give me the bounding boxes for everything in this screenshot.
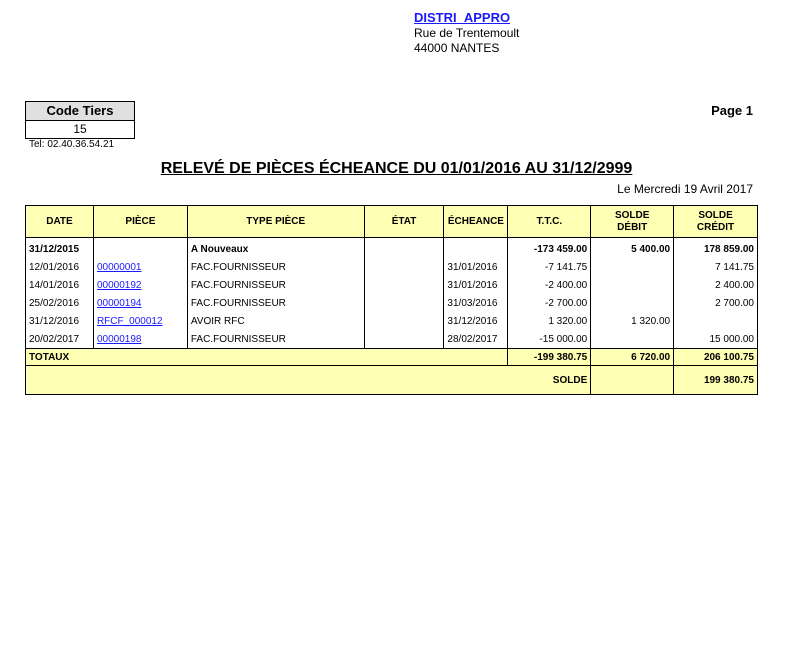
column-header-type-piece: TYPE PIÈCE xyxy=(187,206,364,238)
cell-type-piece: FAC.FOURNISSEUR xyxy=(187,276,364,294)
solde-label: SOLDE xyxy=(26,366,591,395)
solde-value: 199 380.75 xyxy=(674,366,758,395)
page-number: Page 1 xyxy=(711,103,753,118)
cell-date: 14/01/2016 xyxy=(26,276,94,294)
cell-solde-credit xyxy=(674,312,758,330)
statement-table xyxy=(25,205,758,395)
cell-date: 31/12/2016 xyxy=(26,312,94,330)
piece-link[interactable]: 00000198 xyxy=(96,333,142,345)
cell-piece xyxy=(93,238,187,259)
totals-credit: 206 100.75 xyxy=(674,349,758,366)
cell-piece[interactable] xyxy=(93,312,187,330)
cell-solde-credit: 2 400.00 xyxy=(674,276,758,294)
cell-etat xyxy=(364,276,444,294)
cell-type-piece: AVOIR RFC xyxy=(187,312,364,330)
solde-row xyxy=(26,366,758,395)
cell-echeance: 28/02/2017 xyxy=(444,330,508,349)
cell-etat xyxy=(364,238,444,259)
cell-piece[interactable] xyxy=(93,258,187,276)
cell-piece[interactable] xyxy=(93,330,187,349)
code-tiers-box xyxy=(25,101,135,139)
table-header-row xyxy=(26,206,758,238)
cell-solde-credit: 15 000.00 xyxy=(674,330,758,349)
cell-type-piece: FAC.FOURNISSEUR xyxy=(187,258,364,276)
cell-echeance: 31/03/2016 xyxy=(444,294,508,312)
solde-empty xyxy=(591,366,674,395)
cell-type-piece: FAC.FOURNISSEUR xyxy=(187,294,364,312)
totals-ttc: -199 380.75 xyxy=(508,349,591,366)
table-row xyxy=(26,294,758,312)
cell-date: 31/12/2015 xyxy=(26,238,94,259)
cell-ttc: 1 320.00 xyxy=(508,312,591,330)
cell-echeance: 31/12/2016 xyxy=(444,312,508,330)
code-tiers-value: 15 xyxy=(73,122,87,136)
table-row xyxy=(26,312,758,330)
company-name-link[interactable]: DISTRI_APPRO xyxy=(414,10,511,25)
piece-link[interactable]: 00000194 xyxy=(96,297,142,309)
column-header-ttc: T.T.C. xyxy=(508,206,591,238)
table-row xyxy=(26,276,758,294)
column-header-solde-credit: SOLDE CRÉDIT xyxy=(674,206,758,238)
cell-echeance: 31/01/2016 xyxy=(444,276,508,294)
piece-link[interactable]: 00000001 xyxy=(96,261,142,273)
report-date: Le Mercredi 19 Avril 2017 xyxy=(617,182,753,196)
code-tiers-label: Code Tiers xyxy=(26,102,134,121)
cell-solde-debit: 1 320.00 xyxy=(591,312,674,330)
cell-date: 20/02/2017 xyxy=(26,330,94,349)
cell-echeance: 31/01/2016 xyxy=(444,258,508,276)
piece-link[interactable]: 00000192 xyxy=(96,279,142,291)
cell-solde-debit xyxy=(591,330,674,349)
cell-ttc: -7 141.75 xyxy=(508,258,591,276)
column-header-echeance: ÉCHEANCE xyxy=(444,206,508,238)
cell-solde-debit: 5 400.00 xyxy=(591,238,674,259)
cell-ttc: -2 400.00 xyxy=(508,276,591,294)
cell-date: 12/01/2016 xyxy=(26,258,94,276)
report-title-text: RELEVÉ DE PIÈCES ÉCHEANCE DU 01/01/2016 AU 31/12/2999 xyxy=(160,160,633,177)
cell-type-piece: FAC.FOURNISSEUR xyxy=(187,330,364,349)
cell-date: 25/02/2016 xyxy=(26,294,94,312)
cell-type-piece: A Nouveaux xyxy=(187,238,364,259)
cell-etat xyxy=(364,258,444,276)
cell-solde-credit: 178 859.00 xyxy=(674,238,758,259)
company-street: Rue de Trentemoult xyxy=(414,26,520,40)
cell-ttc: -2 700.00 xyxy=(508,294,591,312)
cell-ttc: -173 459.00 xyxy=(508,238,591,259)
cell-solde-debit xyxy=(591,294,674,312)
telephone: Tel: 02.40.36.54.21 xyxy=(29,139,115,150)
totals-label: TOTAUX xyxy=(26,349,508,366)
cell-etat xyxy=(364,330,444,349)
column-header-date: DATE xyxy=(26,206,94,238)
cell-etat xyxy=(364,294,444,312)
table-row xyxy=(26,330,758,349)
totals-debit: 6 720.00 xyxy=(591,349,674,366)
report-title xyxy=(0,160,787,178)
company-block xyxy=(414,10,519,56)
company-city: 44000 NANTES xyxy=(414,41,500,55)
column-header-solde-debit: SOLDE DÉBIT xyxy=(591,206,674,238)
cell-piece[interactable] xyxy=(93,276,187,294)
cell-solde-credit: 2 700.00 xyxy=(674,294,758,312)
totals-row xyxy=(26,349,758,366)
table-row xyxy=(26,238,758,259)
cell-etat xyxy=(364,312,444,330)
table-row xyxy=(26,258,758,276)
column-header-piece: PIÈCE xyxy=(93,206,187,238)
cell-echeance xyxy=(444,238,508,259)
cell-solde-credit: 7 141.75 xyxy=(674,258,758,276)
cell-ttc: -15 000.00 xyxy=(508,330,591,349)
cell-piece[interactable] xyxy=(93,294,187,312)
cell-solde-debit xyxy=(591,258,674,276)
piece-link[interactable]: RFCF_000012 xyxy=(96,315,163,327)
cell-solde-debit xyxy=(591,276,674,294)
column-header-etat: ÉTAT xyxy=(364,206,444,238)
